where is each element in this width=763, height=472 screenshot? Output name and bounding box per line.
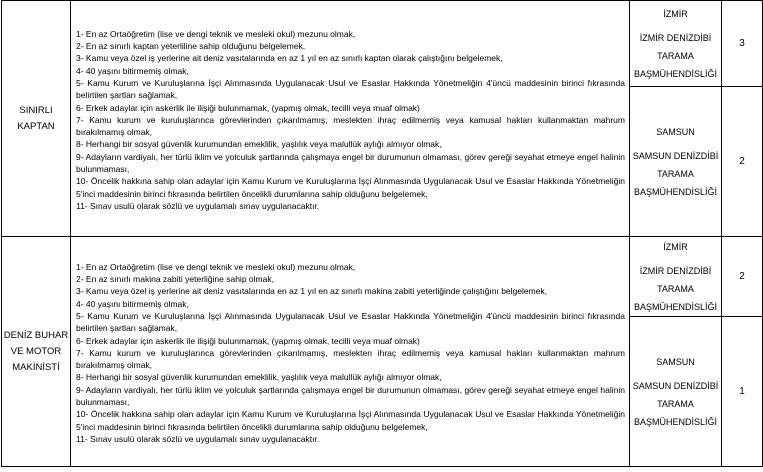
job-requirements-table [1, 0, 763, 467]
position-title-line: DENİZ BUHAR [3, 329, 69, 341]
requirement-item: 6- Erkek adaylar için askerlik ile ilişiği bulunmamak, (yapmış olmak, tecilli veya muaf olmak) [76, 335, 420, 346]
location-cell [630, 237, 722, 317]
position-count: 3 [722, 1, 763, 87]
requirement-item: 4- 40 yaşını bitirmemiş olmak, [76, 65, 189, 76]
position-count: 1 [722, 317, 763, 467]
location-unit-line: İZMİR DENİZDİBİ [639, 32, 712, 43]
location-unit-line: SAMSUN DENİZDİBİ [632, 150, 719, 161]
requirement-item: 11- Sınav usulü olarak sözlü ve uygulamalı sınav uygulanacaktır. [76, 200, 320, 211]
position-title-line: VE MOTOR [10, 345, 62, 357]
location-unit-line: TARAMA [657, 168, 694, 179]
requirement-item: 8- Herhangi bir sosyal güvenlik kurumundan emeklilik, yaşlılık veya malullük aylığı almıyor olmak, [76, 372, 442, 383]
location-unit-line: SAMSUN DENİZDİBİ [632, 380, 719, 391]
requirement-item: 3- Kamu veya özel iş yerlerine ait deniz vasıtalarında en az 1 yıl en az sınırlı makina zabiti yeterliğinde çalıştığını belgelemek, [76, 286, 548, 297]
position-title-line: MAKİNİSTİ [12, 361, 60, 373]
location-city: SAMSUN [656, 356, 695, 367]
requirement-item: 1- En az Ortaöğretim (lise ve dengi teknik ve mesleki okul) mezunu olmak, [76, 28, 356, 39]
requirement-item: 10- Öncelik hakkına sahip olan adaylar için Kamu Kurum ve Kuruluşlarına İşçi Alınmasında Uygulanacak Usul ve Esaslar Hakkında Yönetmeliğin 5'inci maddesinin birinci fıkrasında belirtilen öncelikli durumlarına sahip olduğunu belgelemek, [76, 409, 625, 432]
requirement-item: 11- Sınav usulü olarak sözlü ve uygulamalı sınav uygulanacaktır. [76, 433, 320, 444]
location-cell [630, 87, 722, 237]
requirement-item: 7- Kamu kurum ve kuruluşlarınca görevlerinden çıkarılmamış, meslekten ihraç edilmemiş veya kamusal hakları kullanmaktan mahrum bırakılmamış olmak, [76, 347, 625, 371]
requirement-item: 3- Kamu veya özel iş yerlerine ait deniz vasıtalarında en az 1 yıl en az sınırlı kaptan olarak çalıştığını belgelemek, [76, 53, 503, 64]
location-unit-line: BAŞMÜHENDİSLİĞİ [633, 301, 718, 312]
location-unit-line: BAŞMÜHENDİSLİĞİ [633, 416, 718, 427]
requirement-item: 8- Herhangi bir sosyal güvenlik kurumundan emeklilik, yaşlılık veya malullük aylığı almıyor olmak, [76, 139, 442, 150]
requirement-item: 5- Kamu Kurum ve Kuruluşlarına İşçi Alınmasında Uygulanacak Usul ve Esaslar Hakkında Yönetmeliğin 4'üncü maddesinin birinci fıkrasında belirtilen şartları sağlamak, [76, 77, 625, 101]
position-title-cell [2, 1, 71, 237]
requirement-item: 2- En az sınırlı makina zabiti yeterliğine sahip olmak, [76, 274, 274, 285]
location-city: SAMSUN [656, 126, 695, 137]
location-unit-line: TARAMA [657, 50, 694, 61]
requirement-item: 10- Öncelik hakkına sahip olan adaylar için Kamu Kurum ve Kuruluşlarına İşçi Alınmasında Uygulanacak Usul ve Esaslar Hakkında Yönetmeliğin 5'inci maddesinin birinci fıkrasında belirtilen öncelikli durumlarına sahip olduğunu belgelemek, [76, 176, 625, 199]
requirement-item: 2- En az sınırlı kaptan yeterliline sahip olduğunu belgelemek, [76, 41, 306, 52]
requirements-cell [71, 237, 630, 467]
location-unit-line: BAŞMÜHENDİSLİĞİ [633, 68, 718, 79]
location-city: İZMİR [663, 8, 688, 19]
table-row [2, 237, 763, 317]
location-city: İZMİR [663, 241, 688, 252]
location-cell [630, 317, 722, 467]
location-unit-line: TARAMA [657, 398, 694, 409]
requirement-item: 6- Erkek adaylar için askerlik ile ilişiği bulunmamak, (yapmış olmak, tecilli veya muaf olmak) [76, 102, 420, 113]
requirement-item: 7- Kamu kurum ve kuruluşlarınca görevlerinden çıkarılmamış, meslekten ihraç edilmemiş veya kamusal hakları kullanmaktan mahrum bırakılmamış olmak, [76, 114, 625, 138]
requirement-item: 9- Adayların vardiyalı, her türlü iklim ve yolculuk şartlarında çalışmaya engel bir durumunun olmaması, görev gereği seyahat etmeye engel halinin bulunmaması, [76, 151, 625, 175]
location-unit-line: TARAMA [657, 283, 694, 294]
requirement-item: 5- Kamu Kurum ve Kuruluşlarına İşçi Alınmasında Uygulanacak Usul ve Esaslar Hakkında Yönetmeliğin 4'üncü maddesinin birinci fıkrasında belirtilen şartları sağlamak, [76, 310, 625, 334]
requirement-item: 9- Adayların vardiyalı, her türlü iklim ve yolculuk şartlarında çalışmaya engel bir durumunun olmaması, görev gereği seyahat etmeye engel halinin bulunmaması, [76, 384, 625, 408]
requirement-item: 4- 40 yaşını bitirmemiş olmak, [76, 298, 189, 309]
location-unit-line: İZMİR DENİZDİBİ [639, 265, 712, 276]
requirements-cell [71, 1, 630, 237]
table-row [2, 1, 763, 87]
position-count: 2 [722, 237, 763, 317]
position-title-line: SINIRLI [19, 104, 53, 116]
location-unit-line: BAŞMÜHENDİSLİĞİ [633, 186, 718, 197]
position-title-cell [2, 237, 71, 467]
position-count: 2 [722, 87, 763, 237]
location-cell [630, 1, 722, 87]
requirement-item: 1- En az Ortaöğretim (lise ve dengi teknik ve mesleki okul) mezunu olmak, [76, 261, 356, 272]
position-title-line: KAPTAN [17, 120, 55, 132]
